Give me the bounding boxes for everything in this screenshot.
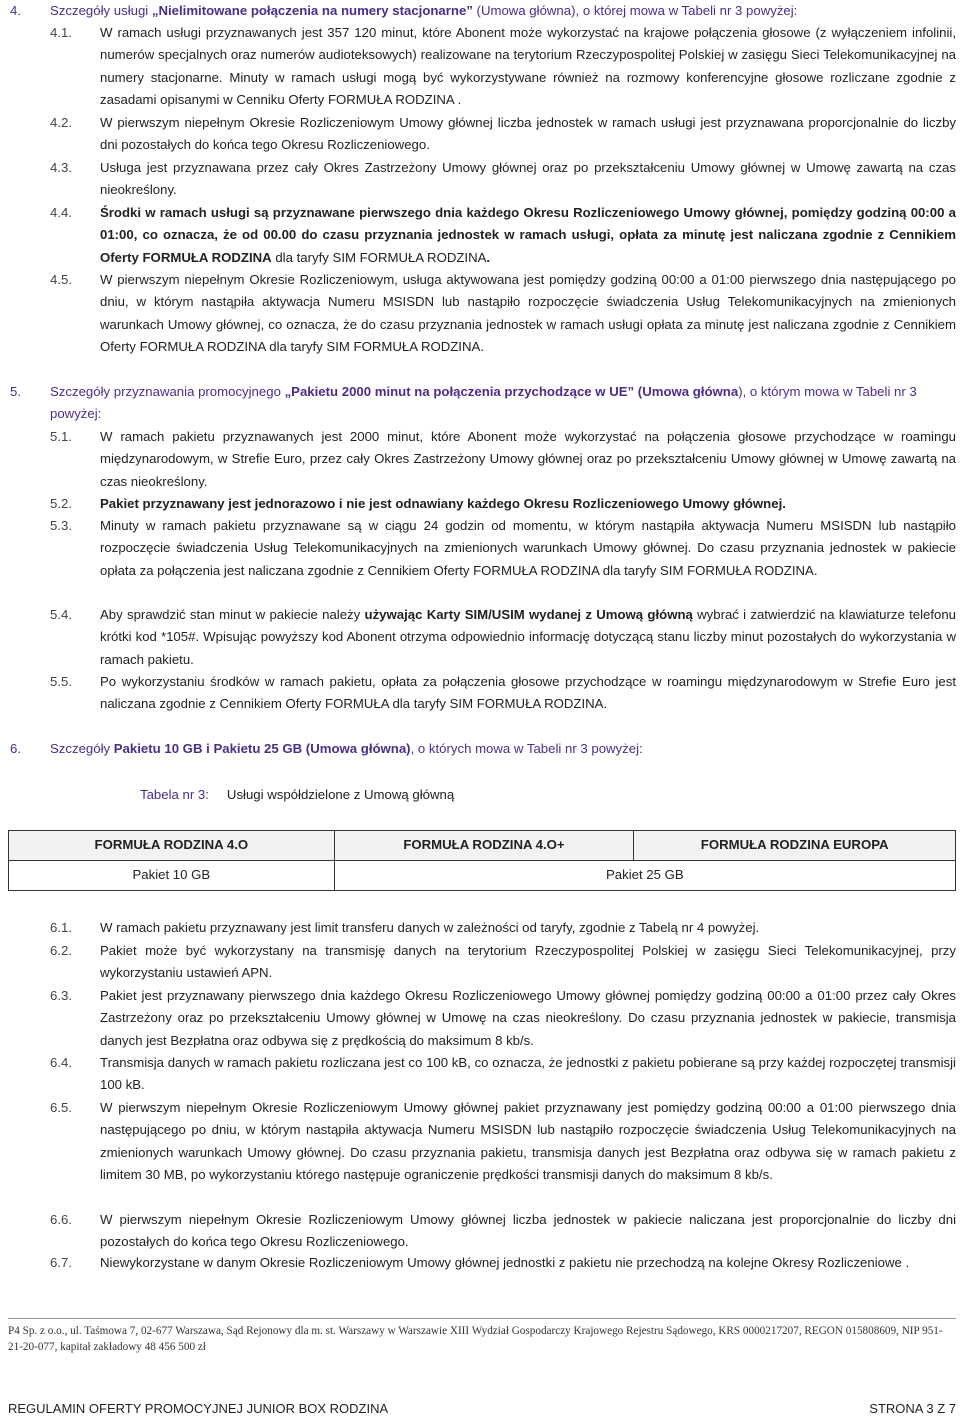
table-row (9, 861, 956, 891)
table-header-cell: FORMUŁA RODZINA EUROPA (634, 831, 956, 861)
clause-number: 6.1. (50, 920, 72, 935)
package-name: „Pakietu 2000 minut na połączenia przychodzące w UE” (Umowa główna (284, 384, 739, 399)
clause-number: 6.3. (50, 988, 72, 1003)
clause-number: 6.2. (50, 943, 72, 958)
clause-number: 5.2. (50, 496, 72, 511)
section-6-heading (10, 738, 956, 760)
clause-6-5 (50, 1097, 956, 1187)
section-heading-prefix: Szczegóły (50, 741, 114, 756)
clause-6-1 (50, 917, 956, 939)
clause-text: W ramach pakietu przyznawany jest limit transferu danych w zależności od taryfy, zgodnie z Tabelą nr 4 powyżej. (100, 920, 760, 935)
section-heading-prefix: Szczegóły przyznawania promocyjnego (50, 384, 285, 399)
section-number: 5. (10, 384, 21, 399)
clause-text: Transmisja danych w ramach pakietu rozliczana jest co 100 kB, co oznacza, że jednostki z pakietu pobierane są przy każdej rozpoczętej transmisji 100 kB. (100, 1055, 956, 1093)
clause-text: Niewykorzystane w danym Okresie Rozliczeniowym Umowy głównej jednostki z pakietu nie przechodzą na kolejne Okresy Rozliczeniowe . (100, 1255, 910, 1270)
section-number: 6. (10, 741, 21, 756)
clause-6-2 (50, 940, 956, 985)
clause-number: 4.5. (50, 272, 72, 287)
clause-text: W pierwszym niepełnym Okresie Rozliczeniowym, usługa aktywowana jest pomiędzy godziną 00:00 a 01:00 pierwszego dnia następującego po dniu, w którym nastąpiła aktywacja Numeru MSISDN lub nastąpiło rozpoczęcie świadczenia Usług Telekomunikacyjnych na zmienionych warunkach Umowy głównej, co oznacza, że do czasu przyznania jednostek w ramach usługi opłata za minutę jest naliczana zgodnie z Cennikiem Oferty FORMUŁA RODZINA dla taryfy SIM FORMUŁA RODZINA. (100, 272, 956, 355)
section-heading-suffix: , o których mowa w Tabeli nr 3 powyżej: (410, 741, 643, 756)
clause-bold-text: używając Karty SIM/USIM wydanej z Umową główną (364, 607, 693, 622)
package-name: Pakietu 10 GB i Pakietu 25 GB (Umowa główna) (113, 741, 411, 756)
clause-number: 6.7. (50, 1255, 72, 1270)
clause-number: 5.3. (50, 518, 72, 533)
clause-5-3 (50, 515, 956, 582)
clause-4-4 (50, 202, 956, 269)
table-cell: Pakiet 25 GB (334, 861, 955, 891)
section-number: 4. (10, 3, 21, 18)
clause-6-4 (50, 1052, 956, 1097)
clause-4-2 (50, 112, 956, 157)
service-name: „Nielimitowane połączenia na numery stacjonarne” (151, 3, 473, 18)
clause-5-4 (50, 604, 956, 671)
clause-number: 5.4. (50, 607, 72, 622)
clause-text: Pakiet jest przyznawany pierwszego dnia każdego Okresu Rozliczeniowego Umowy głównej pomiędzy godziną 00:00 a 01:00 przez cały Okres Zastrzeżony oraz po przekształceniu Umowy głównej w Umowę na czas nieokreślony. Do czasu przyznania jednostek w pakiecie, transmisja danych jest Bezpłatna oraz odbywa się z prędkością do maksimum 8 kb/s. (100, 988, 956, 1048)
section-heading-suffix: (Umowa główna), o której mowa w Tabeli nr 3 powyżej: (472, 3, 798, 18)
clause-number: 5.5. (50, 674, 72, 689)
clause-number: 6.4. (50, 1055, 72, 1070)
clause-bold-text: Pakiet przyznawany jest jednorazowo i nie jest odnawiany każdego Okresu Rozliczeniowego Umowy głównej. (100, 496, 786, 511)
clause-text: Minuty w ramach pakietu przyznawane są w ciągu 24 godzin od momentu, w którym nastąpiła aktywacja Numeru MSISDN lub nastąpiło rozpoczęcie świadczenia Usług Telekomunikacyjnych na zmienionych warunkach Umowy głównej. Do czasu przyznania jednostek w pakiecie opłata za połączenia jest naliczana zgodnie z Cennikiem Oferty FORMUŁA RODZINA dla taryfy SIM FORMUŁA RODZINA. (100, 518, 956, 578)
document-title: REGULAMIN OFERTY PROMOCYJNEJ JUNIOR BOX RODZINA (8, 1401, 389, 1416)
clause-text: wybrać i zatwierdzić na klawiaturze telefonu krótki kod *105#. Wpisując powyższy kod Abonent otrzyma odpowiednio informację dotyczącą stanu liczby minut pozostałych do wykorzystania w ramach pakietu. (100, 607, 957, 667)
clause-number: 4.4. (50, 205, 72, 220)
section-4-heading (10, 0, 956, 22)
clause-text: W pierwszym niepełnym Okresie Rozliczeniowym Umowy głównej pakiet przyznawany jest pomiędzy godziną 00:00 a 01:00 pierwszego dnia następującego po dniu, w którym nastąpiła aktywacja Numeru MSISDN lub nastąpiło rozpoczęcie świadczenia Usług Telekomunikacyjnych na zmienionych warunkach Umowy głównej. Do czasu przyznania pakietu, transmisja danych jest Bezpłatna oraz odbywa się w ramach pakietu z limitem 30 MB, po wykorzystaniu którego następuje ograniczenie prędkości transmisji danych do maksimum 8 kb/s. (100, 1100, 956, 1183)
clause-6-7 (50, 1252, 956, 1274)
clause-bold-text: . (486, 249, 491, 265)
clause-6-3 (50, 985, 956, 1052)
clause-text: W ramach pakietu przyznawanych jest 2000 minut, które Abonent może wykorzystać na połączenia głosowe przychodzące w roamingu międzynarodowym, w Strefie Euro, przez cały Okres Zastrzeżony Umowy głównej oraz po przekształceniu Umowy głównej w Umowę zawartą na czas nieokreślony. (100, 429, 956, 489)
clause-number: 5.1. (50, 429, 72, 444)
clause-6-6 (50, 1209, 956, 1254)
page-number: STRONA 3 Z 7 (869, 1401, 956, 1416)
clause-bold-text: Środki w ramach usługi są przyznawane pierwszego dnia każdego Okresu Rozliczeniowego Umowy głównej, pomiędzy godziną 00:00 a 01:00, co oznacza, że od 00.00 do czasu przyznania jednostek w ramach usługi, opłata za minutę jest naliczana zgodnie z Cennikiem Oferty FORMUŁA RODZINA (100, 205, 956, 265)
clause-text: W ramach usługi przyznawanych jest 357 120 minut, które Abonent może wykorzystać na krajowe połączenia głosowe (z wyłączeniem infolinii, numerów specjalnych oraz numerów audioteksowych) realizowane na terytorium Rzeczypospolitej Polskiej w zasięgu Sieci Telekomunikacyjnej na numery stacjonarne. Minuty w ramach usługi mogą być wykorzystywane również na rozmowy konferencyjne głosowe rozliczane zgodnie z zasadami opisanymi w Cenniku Oferty FORMUŁA RODZINA . (100, 25, 956, 108)
table-header-row (9, 831, 956, 861)
table-header-cell: FORMUŁA RODZINA 4.O (9, 831, 335, 861)
clause-text: W pierwszym niepełnym Okresie Rozliczeniowym Umowy głównej liczba jednostek w pakiecie naliczana jest proporcjonalnie do liczby dni pozostałych do końca tego Okresu Rozliczeniowego. (100, 1212, 956, 1250)
table-header-cell: FORMUŁA RODZINA 4.O+ (334, 831, 634, 861)
clause-number: 4.3. (50, 160, 72, 175)
clause-text: Pakiet może być wykorzystany na transmisję danych na terytorium Rzeczypospolitej Polskiej w zasięgu Sieci Telekomunikacyjnej, przy wykorzystaniu ustawień APN. (100, 943, 956, 981)
clause-number: 6.5. (50, 1100, 72, 1115)
table-caption-title: Usługi współdzielone z Umową główną (226, 787, 455, 802)
clause-4-5 (50, 269, 956, 359)
clause-number: 4.2. (50, 115, 72, 130)
clause-4-3 (50, 157, 956, 202)
clause-4-1 (50, 22, 956, 112)
clause-text: Usługa jest przyznawana przez cały Okres Zastrzeżony Umowy głównej oraz po przekształceniu Umowy głównej w Umowę zawartą na czas nieokreślony. (100, 160, 956, 198)
clause-text: dla taryfy SIM FORMUŁA RODZINA (271, 249, 487, 265)
clause-text: W pierwszym niepełnym Okresie Rozliczeniowym Umowy głównej liczba jednostek w ramach usługi jest przyznawana proporcjonalnie do liczby dni pozostałych do końca tego Okresu Rozliczeniowego. (100, 115, 956, 153)
clause-number: 6.6. (50, 1212, 72, 1227)
section-5-heading (10, 381, 956, 426)
section-heading-prefix: Szczegóły usługi (50, 3, 152, 18)
clause-5-5 (50, 671, 956, 716)
section-heading-suffix: ), o którym mowa w Tabeli nr 3 powyżej: (50, 384, 917, 422)
table-caption-label: Tabela nr 3: (140, 787, 209, 802)
company-footer: P4 Sp. z o.o., ul. Taśmowa 7, 02-677 Warszawa, Sąd Rejonowy dla m. st. Warszawy w Warszawie XIII Wydział Gospodarczy Krajowego Rejestru Sądowego, KRS 0000217207, REGON 015808609, NIP 951-21-20-077, kapitał zakładowy 48 456 500 zł (8, 1325, 943, 1353)
table-cell: Pakiet 10 GB (9, 861, 335, 891)
footer-divider (8, 1318, 956, 1319)
clause-5-1 (50, 426, 956, 493)
shared-services-table (8, 830, 956, 891)
clause-text: Aby sprawdzić stan minut w pakiecie należy (100, 607, 365, 622)
clause-number: 4.1. (50, 25, 72, 40)
clause-text: Po wykorzystaniu środków w ramach pakietu, opłata za połączenia głosowe przychodzące w roamingu międzynarodowym w Strefie Euro jest naliczana zgodnie z Cennikiem Oferty FORMUŁA dla taryfy SIM FORMUŁA RODZINA. (100, 674, 956, 712)
clause-5-2 (50, 493, 956, 515)
table-caption (140, 784, 454, 806)
